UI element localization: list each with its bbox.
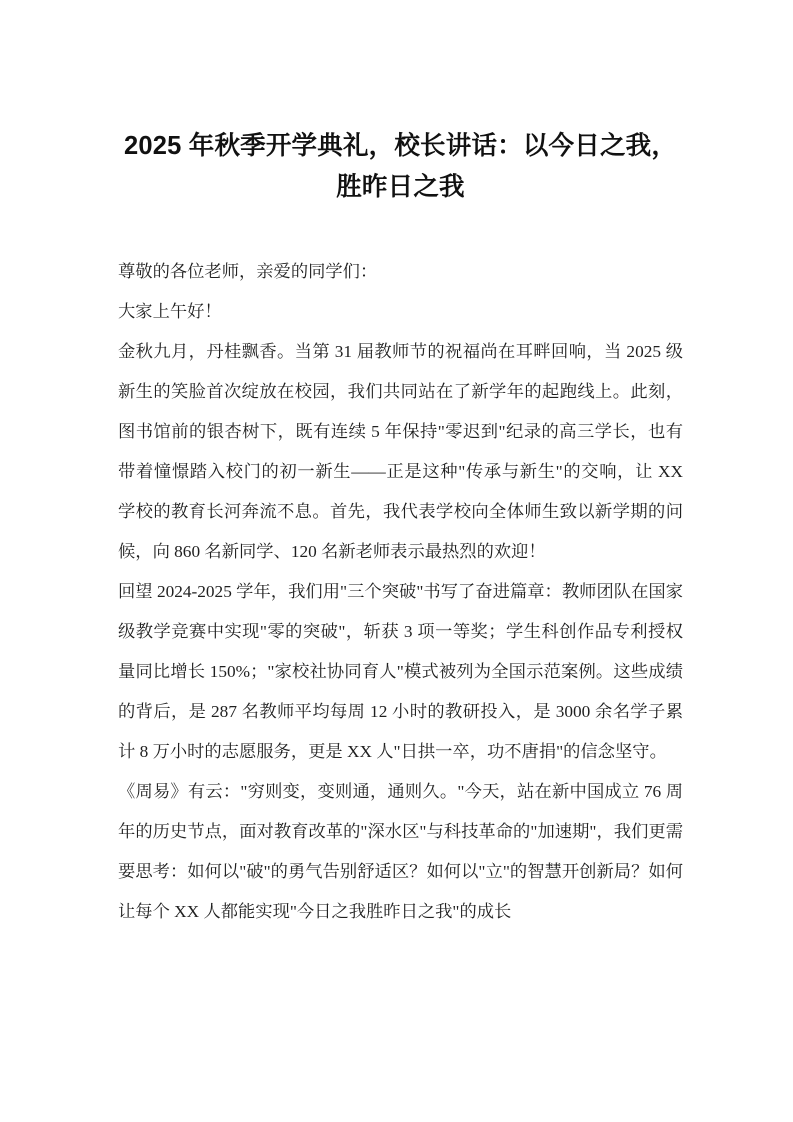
document-body [0,126,793,932]
paragraph-zhouyi-quote: 《周易》有云："穷则变，变则通，通则久。"今天，站在新中国成立 76 周年的历史节点，面对教育改革的"深水区"与科技革命的"加速期"，我们更需要思考：如何以"破"的勇气告别舒适区？如何以"立"的智慧开创新局？如何让每个 XX 人都能实现"今日之我胜昨日之我"的成长 [118,782,683,921]
paragraph-opening: 金秋九月，丹桂飘香。当第 31 届教师节的祝福尚在耳畔回响，当 2025 级新生的笑脸首次绽放在校园，我们共同站在了新学年的起跑线上。此刻，图书馆前的银杏树下，既有连续 5 年保持"零迟到"纪录的高三学长，也有带着憧憬踏入校门的初一新生——正是这种"传承与新生"的交响，让 XX 学校的教育长河奔流不息。首先，我代表学校向全体师生致以新学期的问候，向 860 名新同学、120 名新老师表示最热烈的欢迎！ [118,342,683,561]
document-content [118,252,683,932]
paragraph-greeting: 大家上午好！ [118,302,222,321]
paragraph-salutation: 尊敬的各位老师，亲爱的同学们： [118,262,378,281]
page-top-margin [0,0,793,126]
title-body-spacer [118,208,683,252]
page-title: 2025 年秋季开学典礼，校长讲话：以今日之我，胜昨日之我 [123,132,678,201]
paragraph-achievements: 回望 2024-2025 学年，我们用"三个突破"书写了奋进篇章：教师团队在国家级教学竞赛中实现"零的突破"，斩获 3 项一等奖；学生科创作品专利授权量同比增长 150%；"家校社协同育人"模式被列为全国示范案例。这些成绩的背后，是 287 名教师平均每周 12 小时的教研投入，是 3000 余名学子累计 8 万小时的志愿服务，更是 XX 人"日拱一卒，功不唐捐"的信念坚守。 [118,582,683,761]
